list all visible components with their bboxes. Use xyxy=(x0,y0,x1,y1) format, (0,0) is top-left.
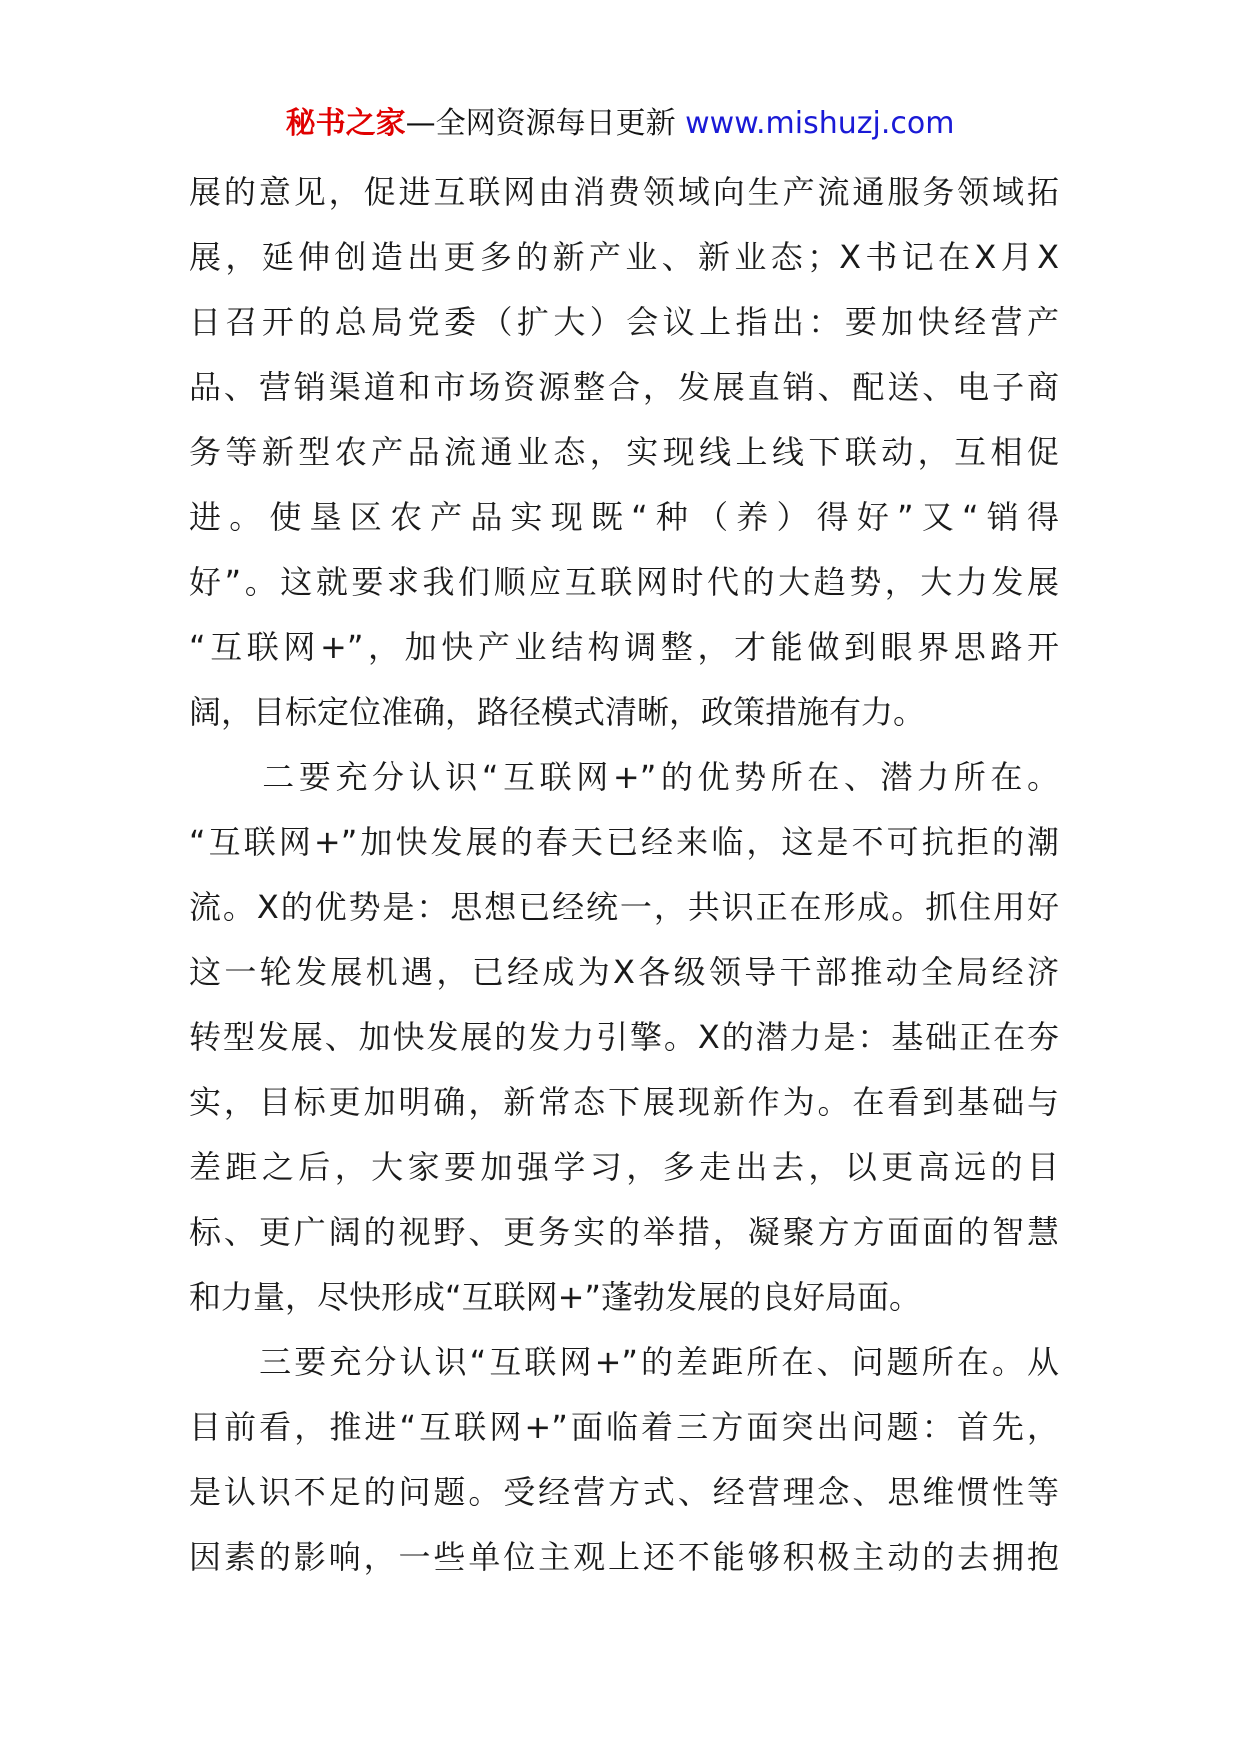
text-line: 和力量，尽快形成“互联网+”蓬勃发展的良好局面。 xyxy=(189,1278,921,1316)
text-line: 这一轮发展机遇，已经成为X各级领导干部推动全局经济 xyxy=(189,953,1059,991)
site-url-link[interactable]: www.mishuzj.com xyxy=(685,106,955,141)
text-line: 务等新型农产品流通业态，实现线上线下联动，互相促 xyxy=(189,433,1059,471)
text-line: 目前看，推进“互联网+”面临着三方面突出问题：首先， xyxy=(189,1408,1059,1446)
text-line: 实，目标更加明确，新常态下展现新作为。在看到基础与 xyxy=(189,1083,1059,1121)
page-header xyxy=(0,104,1240,144)
text-line: 流。X的优势是：思想已经统一，共识正在形成。抓住用好 xyxy=(189,888,1059,926)
text-line: 是认识不足的问题。受经营方式、经营理念、思维惯性等 xyxy=(189,1473,1059,1511)
text-line: 展，延伸创造出更多的新产业、新业态；X书记在X月X xyxy=(189,238,1059,276)
text-line: 转型发展、加快发展的发力引擎。X的潜力是：基础正在夯 xyxy=(189,1018,1059,1056)
text-line: “互联网+”加快发展的春天已经来临，这是不可抗拒的潮 xyxy=(189,823,1059,861)
text-line: 品、营销渠道和市场资源整合，发展直销、配送、电子商 xyxy=(189,368,1059,406)
text-line: “互联网+”，加快产业结构调整，才能做到眼界思路开 xyxy=(189,628,1059,666)
text-line: 三要充分认识“互联网+”的差距所在、问题所在。从 xyxy=(189,1343,1059,1381)
text-line: 好”。这就要求我们顺应互联网时代的大趋势，大力发展 xyxy=(189,563,1059,601)
text-line: 差距之后，大家要加强学习，多走出去，以更高远的目 xyxy=(189,1148,1059,1186)
text-line: 二要充分认识“互联网+”的优势所在、潜力所在。 xyxy=(189,758,1059,796)
brand-name: 秘书之家 xyxy=(285,106,406,141)
text-line: 阔，目标定位准确，路径模式清晰，政策措施有力。 xyxy=(189,693,926,731)
text-line: 因素的影响，一些单位主观上还不能够积极主动的去拥抱 xyxy=(189,1538,1059,1576)
text-line: 进。使垦区农产品实现既“种（养）得好”又“销得 xyxy=(189,498,1059,536)
text-line: 日召开的总局党委（扩大）会议上指出：要加快经营产 xyxy=(189,303,1059,341)
text-line: 展的意见，促进互联网由消费领域向生产流通服务领域拓 xyxy=(189,173,1059,211)
header-tagline: —全网资源每日更新 xyxy=(405,106,676,141)
text-line: 标、更广阔的视野、更务实的举措，凝聚方方面面的智慧 xyxy=(189,1213,1059,1251)
document-body xyxy=(189,160,1059,1590)
